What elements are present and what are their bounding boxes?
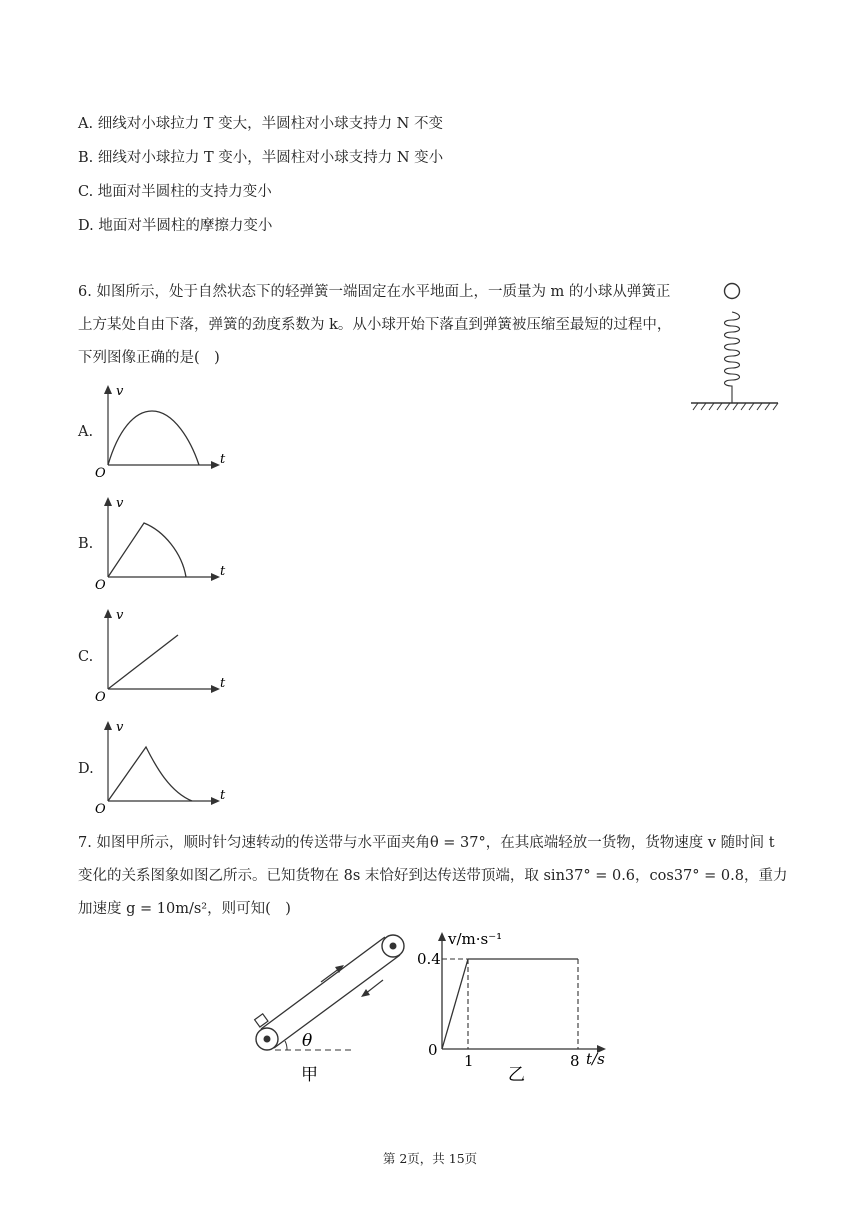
q6-graph-a — [94, 381, 234, 479]
vt-origin: 0 — [428, 1041, 438, 1059]
conveyor-figure — [245, 928, 415, 1088]
q6-option-d-label: D. — [78, 761, 94, 777]
q6-option-a-label: A. — [78, 424, 94, 440]
vt-line-accel — [442, 959, 468, 1049]
q5-option-a: A. 细线对小球拉力 T 变大，半圆柱对小球支持力 N 不变 — [78, 116, 443, 132]
fig-jia-label: 甲 — [301, 1065, 318, 1085]
curve-b — [108, 523, 186, 577]
q5-option-b: B. 细线对小球拉力 T 变小，半圆柱对小球支持力 N 变小 — [78, 150, 444, 166]
vt-graph — [417, 928, 615, 1088]
vt-tick-04: 0.4 — [417, 950, 441, 968]
axis-t: t — [220, 564, 226, 579]
q6-option-c-label: C. — [78, 649, 94, 665]
vt-ylabel: v/m·s⁻¹ — [448, 930, 503, 948]
vt-tick-1: 1 — [464, 1052, 474, 1070]
q6-option-b-label: B. — [78, 536, 94, 552]
axis-t: t — [220, 676, 226, 691]
spring-coil — [725, 312, 740, 403]
spring-figure — [688, 280, 783, 415]
axis-v: v — [116, 496, 124, 511]
origin: O — [95, 578, 106, 593]
origin: O — [95, 802, 106, 817]
q5-option-c: C. 地面对半圆柱的支持力变小 — [78, 184, 272, 200]
theta-label: θ — [302, 1031, 313, 1051]
q6-graph-d — [94, 717, 234, 815]
axis-v: v — [116, 720, 124, 735]
page-footer: 第 2页，共 15页 — [382, 1151, 478, 1166]
q7-stem: 7. 如图甲所示，顺时针匀速转动的传送带与水平面夹角θ = 37°，在其底端轻放一货物，货物速度 v 随时间 t 变化的关系图象如图乙所示。已知货物在 8s 末恰好到达传送带顶端，取 sin37° = 0.6，cos37° = 0.8，重力加速度 g = 10m/s²，则可知( ) — [78, 835, 788, 917]
curve-c — [108, 635, 178, 689]
fig-yi-label: 乙 — [508, 1065, 525, 1085]
axis-v: v — [116, 608, 124, 623]
curve-d — [108, 747, 192, 801]
vt-tick-8: 8 — [570, 1052, 580, 1070]
origin: O — [95, 466, 106, 481]
q6-stem: 6. 如图所示，处于自然状态下的轻弹簧一端固定在水平地面上，一质量为 m 的小球从弹簧正上方某处自由下落，弹簧的劲度系数为 k。从小球开始下落直到弹簧被压缩至最短的过程中，下列图像正确的是( ) — [78, 284, 672, 366]
origin: O — [95, 690, 106, 705]
q6-graph-b — [94, 493, 234, 591]
axis-t: t — [220, 788, 226, 803]
axis-t: t — [220, 452, 226, 467]
vt-xlabel: t/s — [586, 1050, 605, 1068]
q5-option-d: D. 地面对半圆柱的摩擦力变小 — [78, 218, 273, 234]
curve-a — [108, 411, 199, 465]
q6-graph-c — [94, 605, 234, 703]
axis-v: v — [116, 384, 124, 399]
